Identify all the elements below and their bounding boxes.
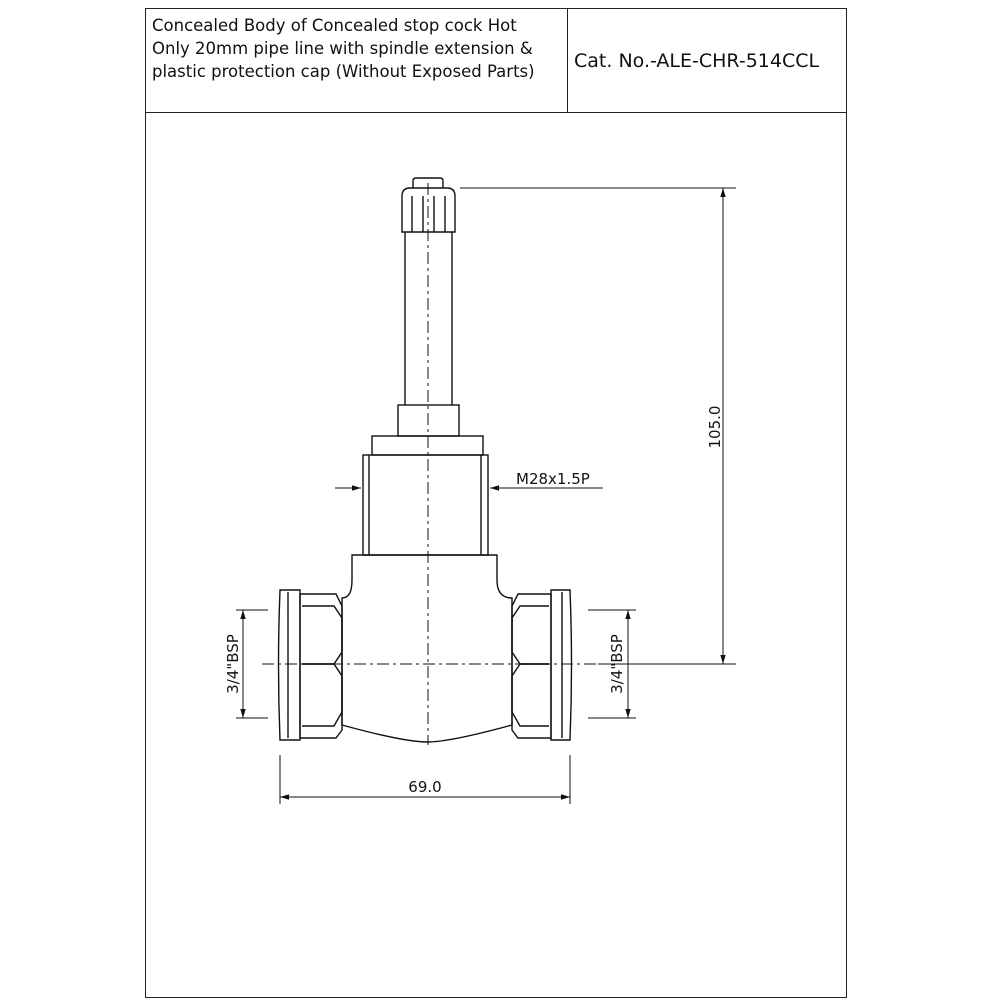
width-dimension-label: 69.0 [408, 778, 442, 796]
left-hex-nut [279, 590, 343, 740]
left-port-dimension-label: 3/4"BSP [224, 634, 242, 694]
bonnet [363, 436, 488, 555]
centre-lines [262, 183, 598, 745]
valve-body [342, 555, 512, 742]
product-description: Concealed Body of Concealed stop cock Hot Only 20mm pipe line with spindle extension & plastic protection cap (Without Exposed Parts) [146, 9, 568, 113]
valve-outline [279, 178, 572, 742]
right-hex-nut [512, 590, 572, 740]
right-port-dimension-label: 3/4"BSP [608, 634, 626, 694]
thread-dimension-label: M28x1.5P [516, 470, 590, 488]
dimension-lines [236, 188, 736, 804]
catalog-number: Cat. No.-ALE-CHR-514CCL [574, 50, 820, 72]
height-dimension-label: 105.0 [706, 405, 724, 449]
